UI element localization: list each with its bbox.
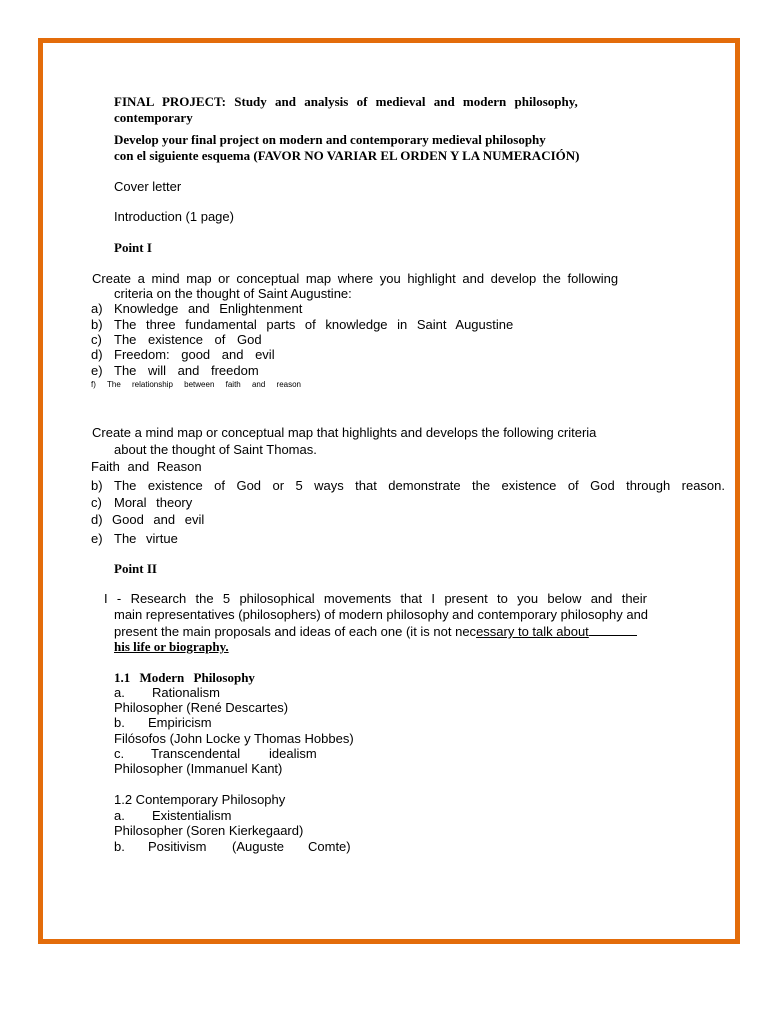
thomas-item-b: b) The existence of God or 5 ways that demonstrate the existence of God through reason. — [91, 478, 725, 493]
augustine-intro-line-1: Create a mind map or conceptual map where you highlight and develop the following — [92, 271, 619, 286]
develop-line-1: Develop your final project on modern and contemporary medieval philosophy — [114, 132, 546, 147]
introduction: Introduction (1 page) — [114, 209, 234, 224]
develop-line-2: con el siguiente esquema (FAVOR NO VARIAR EL ORDEN Y LA NUMERACIÓN) — [114, 148, 580, 163]
cover-letter: Cover letter — [114, 179, 182, 194]
research-line-2: main representatives (philosophers) of modern philosophy and contemporary philosophy and — [114, 607, 649, 622]
modern-item-c: c. Transcendental idealism — [114, 746, 317, 761]
contemporary-item-b: b. Positivism (Auguste Comte) — [114, 839, 351, 854]
augustine-item-c: c) The existence of God — [91, 332, 262, 347]
thomas-intro-line-1: Create a mind map or conceptual map that highlights and develops the following criteria — [92, 425, 597, 440]
modern-item-b: b. Empiricism — [114, 715, 212, 730]
contemporary-item-a: a. Existentialism — [114, 808, 232, 823]
augustine-intro-line-2: criteria on the thought of Saint Augustine: — [114, 286, 352, 301]
thomas-item-c: c) Moral theory — [91, 495, 193, 510]
research-line-3: present the main proposals and ideas of each one (it is not necessary to talk about — [114, 623, 637, 639]
thomas-item-e: e) The virtue — [91, 531, 178, 546]
thomas-intro-line-2: about the thought of Saint Thomas. — [114, 442, 317, 457]
modern-phil-b: Filósofos (John Locke y Thomas Hobbes) — [114, 731, 354, 746]
modern-heading: 1.1 Modern Philosophy — [114, 670, 255, 685]
point-1-heading: Point I — [114, 240, 152, 255]
modern-item-a: a. Rationalism — [114, 685, 220, 700]
title-line-1: FINAL PROJECT: Study and analysis of medieval and modern philosophy, — [114, 94, 578, 109]
research-line-1: I - Research the 5 philosophical movements that I present to you below and their — [104, 591, 647, 606]
augustine-item-d: d) Freedom: good and evil — [91, 347, 275, 362]
modern-phil-a: Philosopher (René Descartes) — [114, 700, 289, 715]
faith-and-reason: Faith and Reason — [91, 459, 202, 474]
contemporary-phil-a: Philosopher (Soren Kierkegaard) — [114, 823, 304, 838]
augustine-item-e: e) The will and freedom — [91, 363, 259, 378]
point-2-heading: Point II — [114, 561, 157, 576]
contemporary-heading: 1.2 Contemporary Philosophy — [114, 792, 286, 807]
research-line-4: his life or biography. — [114, 639, 229, 654]
augustine-item-f: f) The relationship between faith and reason — [91, 380, 301, 389]
title-line-2: contemporary — [114, 110, 193, 125]
augustine-item-a: a) Knowledge and Enlightenment — [91, 301, 303, 316]
thomas-item-d: d) Good and evil — [91, 512, 205, 527]
augustine-item-b: b) The three fundamental parts of knowledge in Saint Augustine — [91, 317, 514, 332]
modern-phil-c: Philosopher (Immanuel Kant) — [114, 761, 283, 776]
